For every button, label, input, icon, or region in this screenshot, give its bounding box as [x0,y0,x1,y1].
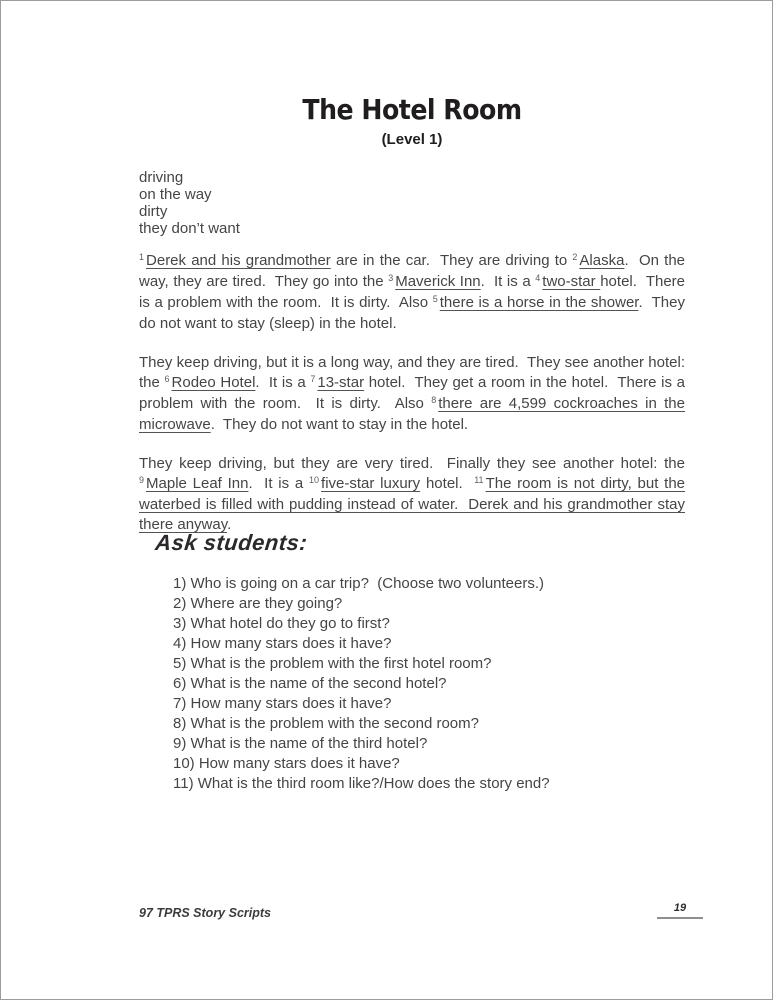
story-paragraph [139,251,685,334]
question-item: 7) How many stars does it have? [173,695,392,712]
ask-students-heading: Ask students: [154,530,309,555]
story-text: hotel. [420,475,475,492]
question-item: 2) Where are they going? [173,595,343,612]
underlined-phrase: Maple Leaf Inn [146,475,249,492]
story-text: . It is a [255,374,311,391]
question-item: 9) What is the name of the third hotel? [173,735,428,752]
question-list [173,574,673,794]
footer-book-title: 97 TPRS Story Scripts [139,906,271,920]
question-item: 1) Who is going on a car trip? (Choose two volunteers.) [173,575,545,592]
underlined-phrase: Rodeo Hotel [171,374,256,391]
story-item-number: 7 [310,374,316,384]
question-item: 8) What is the problem with the second room? [173,715,479,732]
story-item-number: 10 [309,475,320,485]
vocab-word: they don’t want [139,220,240,237]
vocab-word: driving [139,169,184,186]
story-text: . On the way, they are tired. They go into the [139,252,686,290]
question-item: 6) What is the name of the second hotel? [173,675,447,692]
story-text: . It is a [248,475,310,492]
vocab-list [139,169,240,237]
story-text: They keep driving, but it is a long way, and they are tired. They see another hotel: the [139,354,685,391]
underlined-phrase: there are 4,599 cockroaches in the microwave [139,395,685,433]
story-paragraph [139,353,685,435]
underlined-phrase: there is a horse in the shower [439,294,639,311]
story-text: . They do not want to stay (sleep) in the hotel. [139,294,685,332]
story-text: hotel. There is a problem with the room. It is dirty. Also [139,273,685,311]
story-item-number: 11 [474,475,484,485]
underlined-phrase: Maverick Inn [395,273,481,290]
story-paragraph [139,454,685,535]
story-item-number: 4 [535,273,541,283]
underlined-phrase: two-star [542,273,601,290]
story-text: are in the car. They are driving to [330,252,573,269]
question-item: 10) How many stars does it have? [173,755,400,772]
story-item-number: 8 [431,395,437,405]
story-item-number: 9 [139,475,145,485]
story-text: They keep driving, but they are very tired. Finally they see another hotel: the [139,455,685,472]
page-number: 19 [657,902,703,919]
question-item: 11) What is the third room like?/How does the story end? [173,775,550,792]
story-item-number: 3 [388,273,394,283]
question-item: 3) What hotel do they go to first? [173,615,390,632]
story-text-block [139,251,685,554]
vocab-word: dirty [139,203,168,220]
story-item-number: 1 [139,252,145,262]
story-item-number: 5 [432,294,438,304]
story-text: hotel. They get a room in the hotel. There is a problem with the room. It is dirty. Also [139,374,685,412]
story-text: . They do not want to stay in the hotel. [210,416,469,433]
question-item: 4) How many stars does it have? [173,635,392,652]
page-header [139,95,685,148]
underlined-phrase: The room is not dirty, but the waterbed is filled with pudding instead of water. Derek and his grandmother stay there anyway [139,475,686,533]
underlined-phrase: Derek and his grandmother [146,252,331,269]
story-text: . [227,516,232,533]
question-item: 5) What is the problem with the first hotel room? [173,655,492,672]
story-item-number: 2 [572,252,578,262]
story-text: . It is a [480,273,536,290]
underlined-phrase: 13-star [317,374,365,391]
vocab-word: on the way [139,186,212,203]
underlined-phrase: five-star luxury [321,475,421,492]
story-item-number: 6 [164,374,170,384]
underlined-phrase: Alaska [579,252,625,269]
page-title: The Hotel Room [302,93,522,126]
page-subtitle: (Level 1) [381,130,443,148]
